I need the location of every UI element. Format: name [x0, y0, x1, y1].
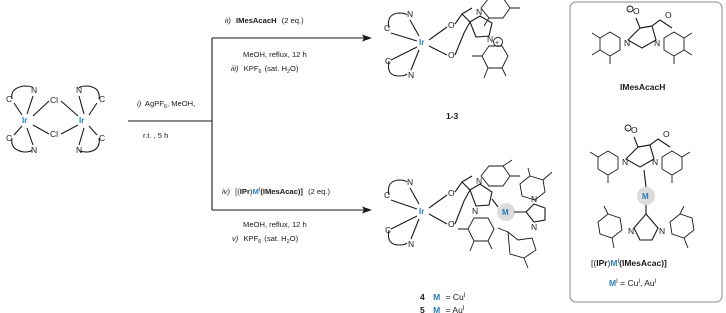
product-1-3-structure [384, 0, 520, 80]
n-atom: N [476, 176, 483, 186]
n-atom: N [487, 34, 494, 44]
svg-text:−: − [626, 126, 629, 132]
n-atom: N [408, 239, 415, 249]
n-atom: N [407, 9, 414, 19]
o-atom: O [663, 129, 670, 139]
n-atom: N [407, 177, 414, 187]
n-atom: N [76, 85, 83, 95]
ir-atom-right: Ir [79, 116, 85, 125]
product-label-1-3: 1-3 [446, 111, 459, 121]
n-atom: N [31, 145, 38, 155]
o-atom: O [448, 188, 455, 198]
metal-m: M [502, 208, 509, 217]
condition-step-iv: iv) $[(IPr)M^I(IMesAcac)]$ (2 eq.) [222, 187, 331, 196]
condition-step-v: v) $KPF_6$ (sat. $H_2O$) [232, 234, 299, 245]
n-atom: N [531, 222, 538, 232]
n-atom: N [659, 226, 666, 236]
n-atom: N [476, 7, 483, 17]
n-atom: N [76, 145, 83, 155]
svg-text:−: − [628, 7, 631, 13]
n-atom: N [31, 85, 38, 95]
cl-atom-top: Cl [50, 95, 59, 105]
condition-step-iv-solvent: MeOH, reflux, 12 h [243, 220, 307, 229]
condition-step-i-time: r.t. , 5 h [143, 131, 169, 140]
cl-atom-bottom: Cl [50, 129, 59, 139]
ir-atom-left: Ir [22, 116, 28, 125]
condition-step-ii-solvent: MeOH, reflux, 12 h [243, 50, 307, 59]
condition-step-iii: iii) $KPF_6$ (sat. $H_2O$) [231, 64, 299, 75]
o-atom: O [631, 125, 638, 135]
n-atom: N [624, 38, 631, 48]
n-atom: N [652, 157, 659, 167]
ir-atom: Ir [419, 38, 425, 47]
n-atom: N [472, 206, 479, 216]
c-atom: C [6, 94, 13, 104]
ligand-legend-panel [570, 2, 722, 302]
product-label-5: 5 M = $Au^I$ [420, 305, 465, 313]
condition-step-ii: ii) IMesAcacH (2 eq.) [225, 16, 304, 25]
o-atom: O [448, 20, 455, 30]
c-atom: C [385, 56, 392, 66]
o-atom: O [665, 10, 672, 20]
metal-m: M [642, 192, 649, 201]
c-atom: C [6, 133, 13, 143]
o-atom: O [633, 6, 640, 16]
c-atom: C [384, 190, 391, 200]
imesacach-label: IMesAcacH [620, 82, 666, 92]
plus-charge: + [495, 40, 500, 47]
condition-step-i: i) AgPF$_6$, MeOH, [137, 99, 196, 110]
o-atom: O [448, 50, 455, 60]
c-atom: C [99, 133, 106, 143]
metal-legend: $M^I = Cu^I$, $Au^I$ [609, 278, 657, 288]
n-atom: N [408, 70, 415, 80]
product-4-5-structure [384, 160, 552, 268]
n-atom: N [622, 157, 629, 167]
product-label-4: 4 M = $Cu^I$ [420, 292, 466, 302]
c-atom: C [385, 225, 392, 235]
ipr-m-imesacac-label: $[(IPr)M^I(IMesAcac)]$ [591, 258, 667, 268]
n-atom: N [531, 194, 538, 204]
c-atom: C [99, 94, 106, 104]
n-atom: N [628, 226, 635, 236]
c-atom: C [384, 23, 391, 33]
o-atom: O [448, 219, 455, 229]
ir-atom: Ir [419, 207, 425, 216]
iridium-dimer [6, 85, 105, 155]
n-atom: N [654, 38, 661, 48]
